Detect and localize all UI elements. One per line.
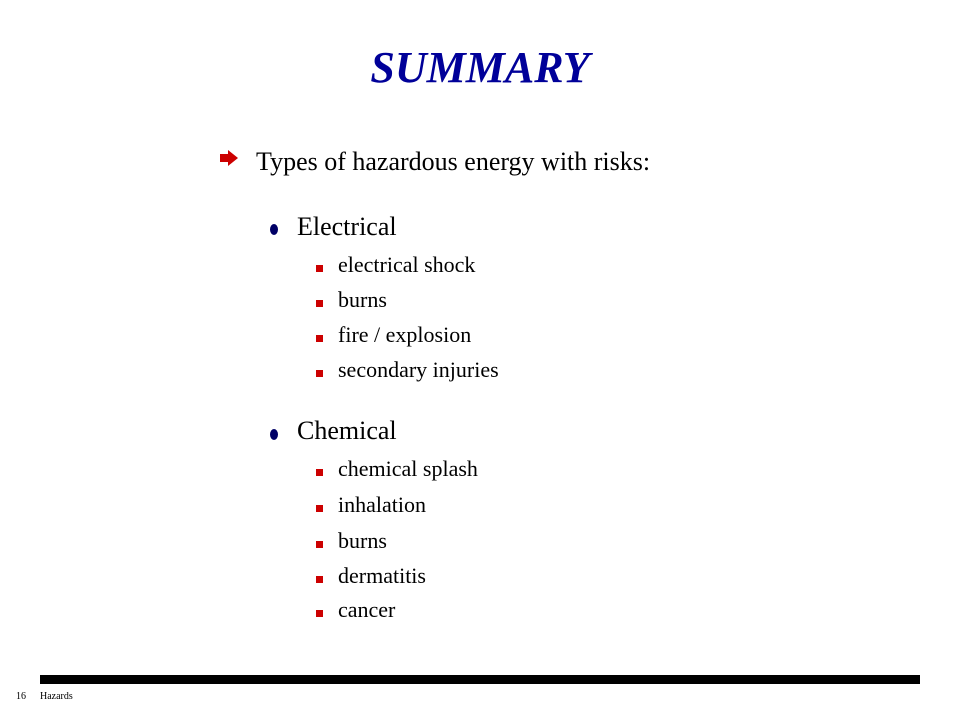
list-item: dermatitis — [338, 563, 426, 588]
right-arrow-icon — [220, 150, 238, 166]
footer-bar — [40, 675, 920, 684]
square-icon — [316, 505, 323, 512]
list-item: cancer — [338, 597, 396, 622]
square-icon — [316, 335, 323, 342]
square-icon — [316, 265, 323, 272]
list-item: secondary injuries — [338, 357, 499, 382]
category-label-chemical: Chemical — [297, 416, 397, 445]
square-icon — [316, 300, 323, 307]
intro-text: Types of hazardous energy with risks: — [256, 147, 651, 176]
square-icon — [316, 370, 323, 377]
list-item: chemical splash — [338, 456, 478, 481]
page-number: 16 — [16, 691, 26, 702]
list-item: inhalation — [338, 492, 426, 517]
category-label-electrical: Electrical — [297, 212, 397, 241]
square-icon — [316, 576, 323, 583]
square-icon — [316, 610, 323, 617]
footer-label: Hazards — [40, 691, 73, 702]
list-item: electrical shock — [338, 252, 476, 277]
dot-icon — [270, 429, 278, 440]
dot-icon — [270, 224, 278, 235]
square-icon — [316, 469, 323, 476]
list-item: burns — [338, 528, 387, 553]
list-item: fire / explosion — [338, 322, 472, 347]
list-item: burns — [338, 287, 387, 312]
slide-title: SUMMARY — [370, 43, 590, 92]
square-icon — [316, 541, 323, 548]
